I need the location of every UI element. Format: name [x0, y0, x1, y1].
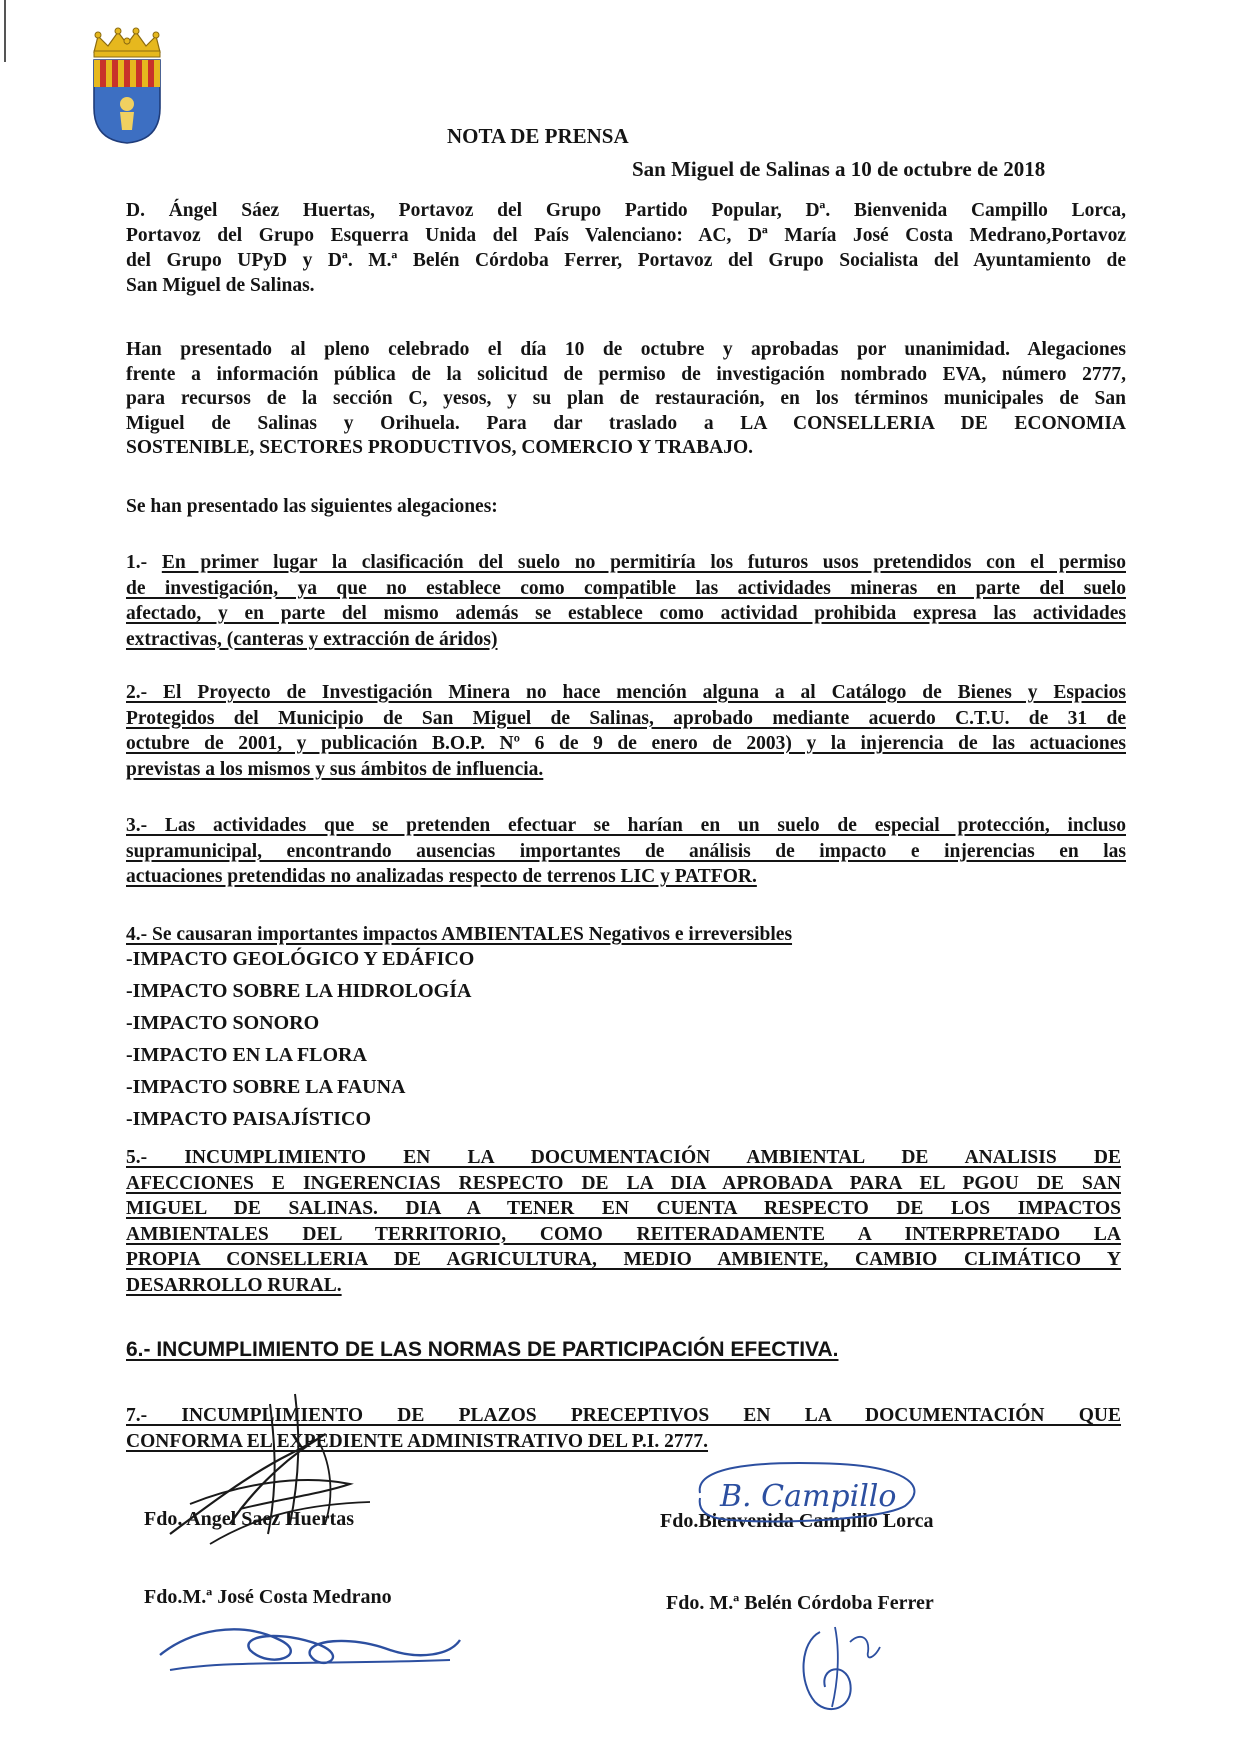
paragraph-line: Han presentado al pleno celebrado el día 10 de octubre y aprobadas por unanimidad. Alegaciones: [126, 339, 1126, 360]
signature-name-saez: Fdo. Angel Saez Huertas: [144, 1508, 354, 1530]
allegation-line: 3.- Las actividades que se pretenden efectuar se harían en un suelo de especial protección, incluso: [126, 815, 1126, 836]
allegation-line: de investigación, ya que no establece como compatible las actividades mineras en parte del suelo: [126, 577, 1126, 599]
allegation-line: AMBIENTALES DEL TERRITORIO, COMO REITERADAMENTE A INTERPRETADO LA: [126, 1223, 1121, 1245]
handwritten-signature-campillo: [690, 1458, 930, 1528]
impact-item: -IMPACTO SOBRE LA HIDROLOGÍA: [126, 980, 472, 1002]
intro-line: del Grupo UPyD y Dª. M.ª Belén Córdoba Ferrer, Portavoz del Grupo Socialista del Ayuntamiento de: [126, 250, 1126, 271]
allegation-text: En primer lugar la clasificación del suelo no permitiría los futuros usos pretendidos con el permiso: [161, 552, 1126, 573]
impact-item: -IMPACTO SOBRE LA FAUNA: [126, 1076, 406, 1098]
allegation-line: 5.- INCUMPLIMIENTO EN LA DOCUMENTACIÓN AMBIENTAL DE ANALISIS DE: [126, 1147, 1121, 1168]
presentation-paragraph: [126, 338, 1126, 461]
allegation-line: octubre de 2001, y publicación B.O.P. Nº 6 de 9 de enero de 2003) y la injerencia de las actuaciones: [126, 733, 1126, 754]
handwritten-signature-saez: [150, 1384, 390, 1549]
handwritten-signature-cordoba: [780, 1612, 890, 1722]
signature-name-campillo: Fdo.Bienvenida Campillo Lorca: [660, 1510, 934, 1532]
allegation-line: 2.- El Proyecto de Investigación Minera no hace mención alguna a al Catálogo de Bienes y Espacios: [126, 682, 1126, 703]
allegation-line: extractivas, (canteras y extracción de áridos): [126, 628, 498, 650]
crown-icon: [94, 28, 160, 57]
allegation-line: afectado, y en parte del mismo además se establece como actividad prohibida expresa las actividades: [126, 603, 1126, 624]
allegation-line: actuaciones pretendidas no analizadas respecto de terrenos LIC y PATFOR.: [126, 866, 757, 887]
allegation-5: [126, 1145, 1121, 1298]
allegation-line: CONFORMA EL EXPEDIENTE ADMINISTRATIVO DEL P.I. 2777.: [126, 1430, 709, 1452]
allegation-3: [126, 813, 1126, 890]
coat-of-arms-icon: [88, 26, 166, 146]
intro-line: D. Ángel Sáez Huertas, Portavoz del Grupo Partido Popular, Dª. Bienvenida Campillo Lorca,: [126, 200, 1126, 221]
allegation-line: MIGUEL DE SALINAS. DIA A TENER EN CUENTA RESPECTO DE LOS IMPACTOS: [126, 1198, 1121, 1219]
intro-line: San Miguel de Salinas.: [126, 275, 315, 296]
paragraph-line: Miguel de Salinas y Orihuela. Para dar traslado a LA CONSELLERIA DE ECONOMIA: [126, 412, 1126, 434]
allegation-line: [126, 550, 1126, 576]
scan-edge-line: [4, 0, 6, 62]
allegation-4-heading: 4.- Se causaran importantes impactos AMBIENTALES Negativos e irreversibles: [126, 924, 793, 945]
paragraph-line: frente a información pública de la solicitud de permiso de investigación nombrado EVA, número 2777,: [126, 363, 1126, 385]
intro-line: Portavoz del Grupo Esquerra Unida del País Valenciano: AC, Dª María José Costa Medrano,Portavoz: [126, 225, 1126, 246]
shield-icon: [94, 60, 160, 143]
allegation-line: 7.- INCUMPLIMIENTO DE PLAZOS PRECEPTIVOS EN LA DOCUMENTACIÓN QUE: [126, 1405, 1121, 1426]
paragraph-line: SOSTENIBLE, SECTORES PRODUCTIVOS, COMERCIO Y TRABAJO.: [126, 437, 753, 458]
allegation-6: 6.- INCUMPLIMIENTO DE LAS NORMAS DE PARTICIPACIÓN EFECTIVA.: [126, 1338, 839, 1361]
impact-item: -IMPACTO SONORO: [126, 1012, 320, 1034]
allegation-line: Protegidos del Municipio de San Miguel de Salinas, aprobado mediante acuerdo C.T.U. de 31 de: [126, 707, 1126, 729]
impact-item: -IMPACTO PAISAJÍSTICO: [126, 1108, 372, 1130]
place-and-date: San Miguel de Salinas a 10 de octubre de 2018: [632, 157, 1046, 181]
impact-item: -IMPACTO GEOLÓGICO Y EDÁFICO: [126, 948, 475, 970]
allegation-2: [126, 680, 1126, 782]
intro-paragraph: [126, 198, 1126, 298]
allegation-line: PROPIA CONSELLERIA DE AGRICULTURA, MEDIO AMBIENTE, CAMBIO CLIMÁTICO Y: [126, 1249, 1121, 1270]
allegation-line: AFECCIONES E INGERENCIAS RESPECTO DE LA DIA APROBADA PARA EL PGOU DE SAN: [126, 1172, 1121, 1194]
impact-item: -IMPACTO EN LA FLORA: [126, 1044, 367, 1066]
signature-name-cordoba: Fdo. M.ª Belén Córdoba Ferrer: [666, 1592, 934, 1614]
handwritten-b-campillo: B. Campillo: [720, 1479, 897, 1514]
allegation-number: 1.-: [126, 552, 148, 573]
handwritten-signature-costa: [150, 1610, 470, 1680]
paragraph-line: para recursos de la sección C, yesos, y su plan de restauración, en los términos municipales de San: [126, 388, 1126, 409]
signature-name-costa: Fdo.M.ª José Costa Medrano: [144, 1586, 392, 1608]
allegation-line: supramunicipal, encontrando ausencias importantes de análisis de impacto e injerencias en las: [126, 840, 1126, 862]
allegation-1: [126, 550, 1126, 652]
allegation-line: DESARROLLO RURAL.: [126, 1274, 342, 1296]
allegations-intro: Se han presentado las siguientes alegaciones:: [126, 496, 498, 517]
allegation-line: previstas a los mismos y sus ámbitos de influencia.: [126, 758, 544, 780]
document-title: NOTA DE PRENSA: [447, 124, 629, 148]
